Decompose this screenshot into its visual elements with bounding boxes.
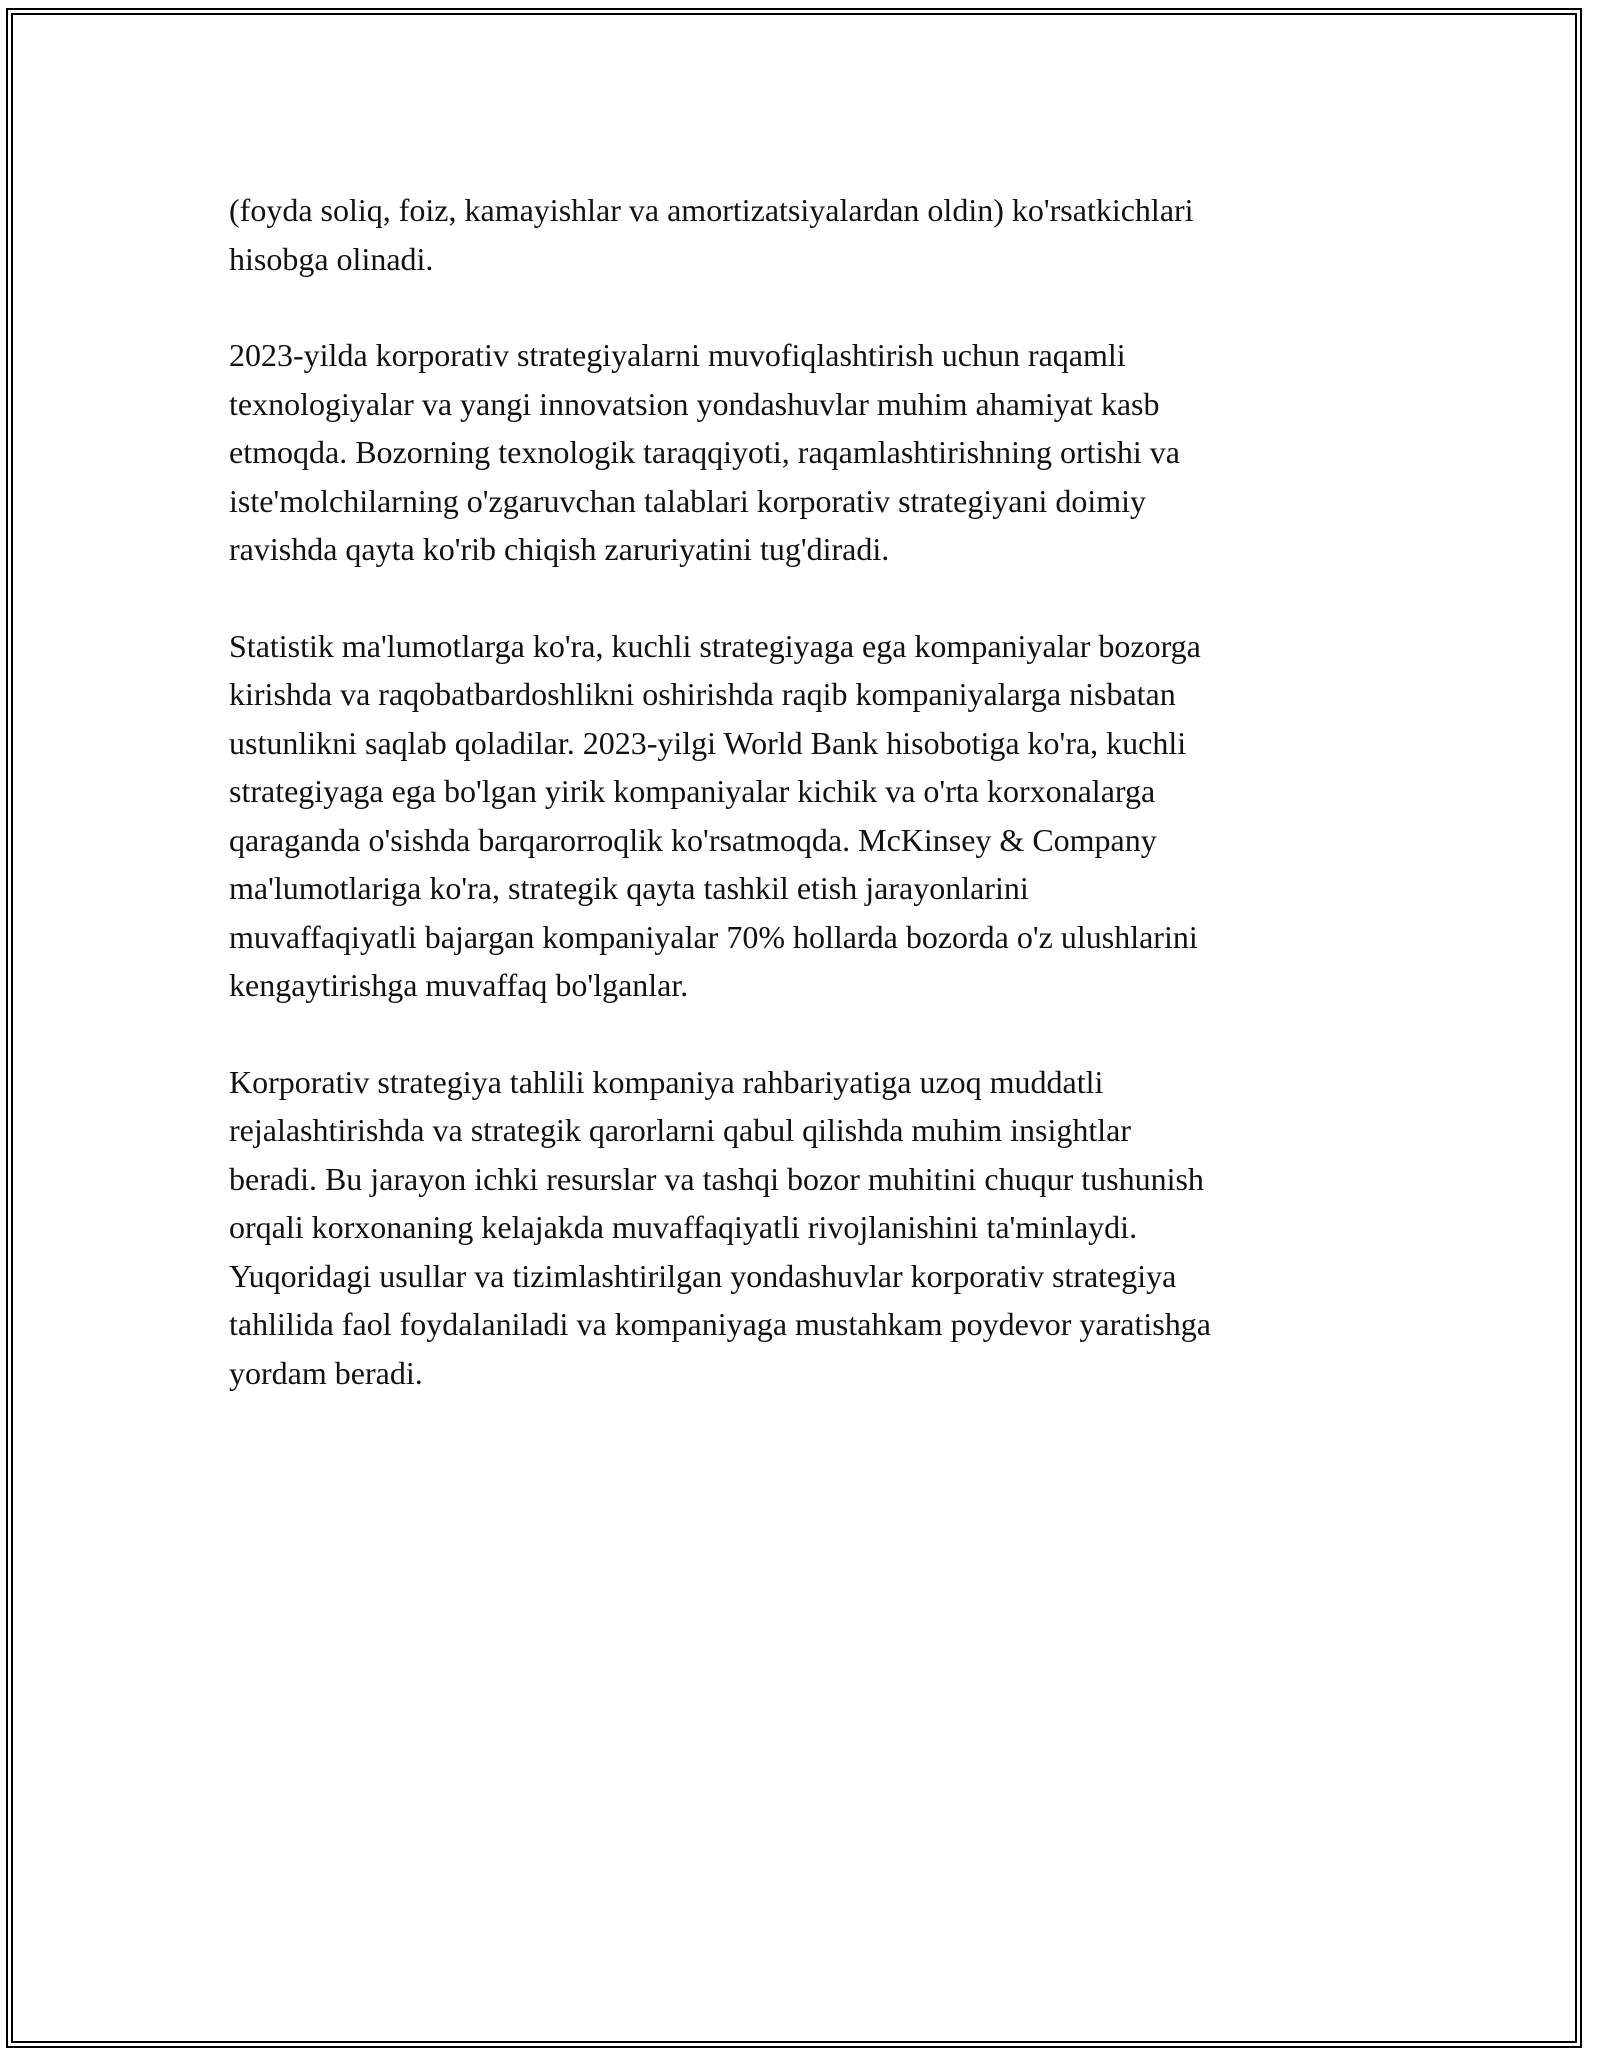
- paragraph-3: Statistik ma'lumotlarga ko'ra, kuchli strategiyaga ega kompaniyalar bozorga kirishda va raqobatbardoshlikni oshirishda raqib kompaniyalarga nisbatan ustunlikni saqlab qoladilar. 2023-yilgi World Bank hisobotiga ko'ra, kuchli strategiyaga ega bo'lgan yirik kompaniyalar kichik va o'rta korxonalarga qaraganda o'sishda barqarorroqlik ko'rsatmoqda. McKinsey & Company ma'lumotlariga ko'ra, strategik qayta tashkil etish jarayonlarini muvaffaqiyatli bajargan kompaniyalar 70% hollarda bozorda o'z ulushlarini kengaytirishga muvaffaq bo'lganlar.: [229, 627, 1201, 1003]
- document-body: [229, 186, 1379, 1445]
- paragraph-2: 2023-yilda korporativ strategiyalarni muvofiqlashtirish uchun raqamli texnologiyalar va yangi innovatsion yondashuvlar muhim ahamiyat kasb etmoqda. Bozorning texnologik taraqqiyoti, raqamlashtirishning ortishi va iste'molchilarning o'zgaruvchan talablari korporativ strategiyani doimiy ravishda qayta ko'rib chiqish zaruriyatini tug'diradi.: [229, 337, 1180, 567]
- paragraph-4: Korporativ strategiya tahlili kompaniya rahbariyatiga uzoq muddatli rejalashtirishda va strategik qarorlarni qabul qilishda muhim insightlar beradi. Bu jarayon ichki resurslar va tashqi bozor muhitini chuqur tushunish orqali korxonaning kelajakda muvaffaqiyatli rivojlanishini ta'minlaydi. Yuqoridagi usullar va tizimlashtirilgan yondashuvlar korporativ strategiya tahlilida faol foydalaniladi va kompaniyaga mustahkam poydevor yaratishga yordam beradi.: [229, 1063, 1211, 1391]
- paragraph-1: (foyda soliq, foiz, kamayishlar va amortizatsiyalardan oldin) ko'rsatkichlari hisobga olinadi.: [229, 192, 1194, 277]
